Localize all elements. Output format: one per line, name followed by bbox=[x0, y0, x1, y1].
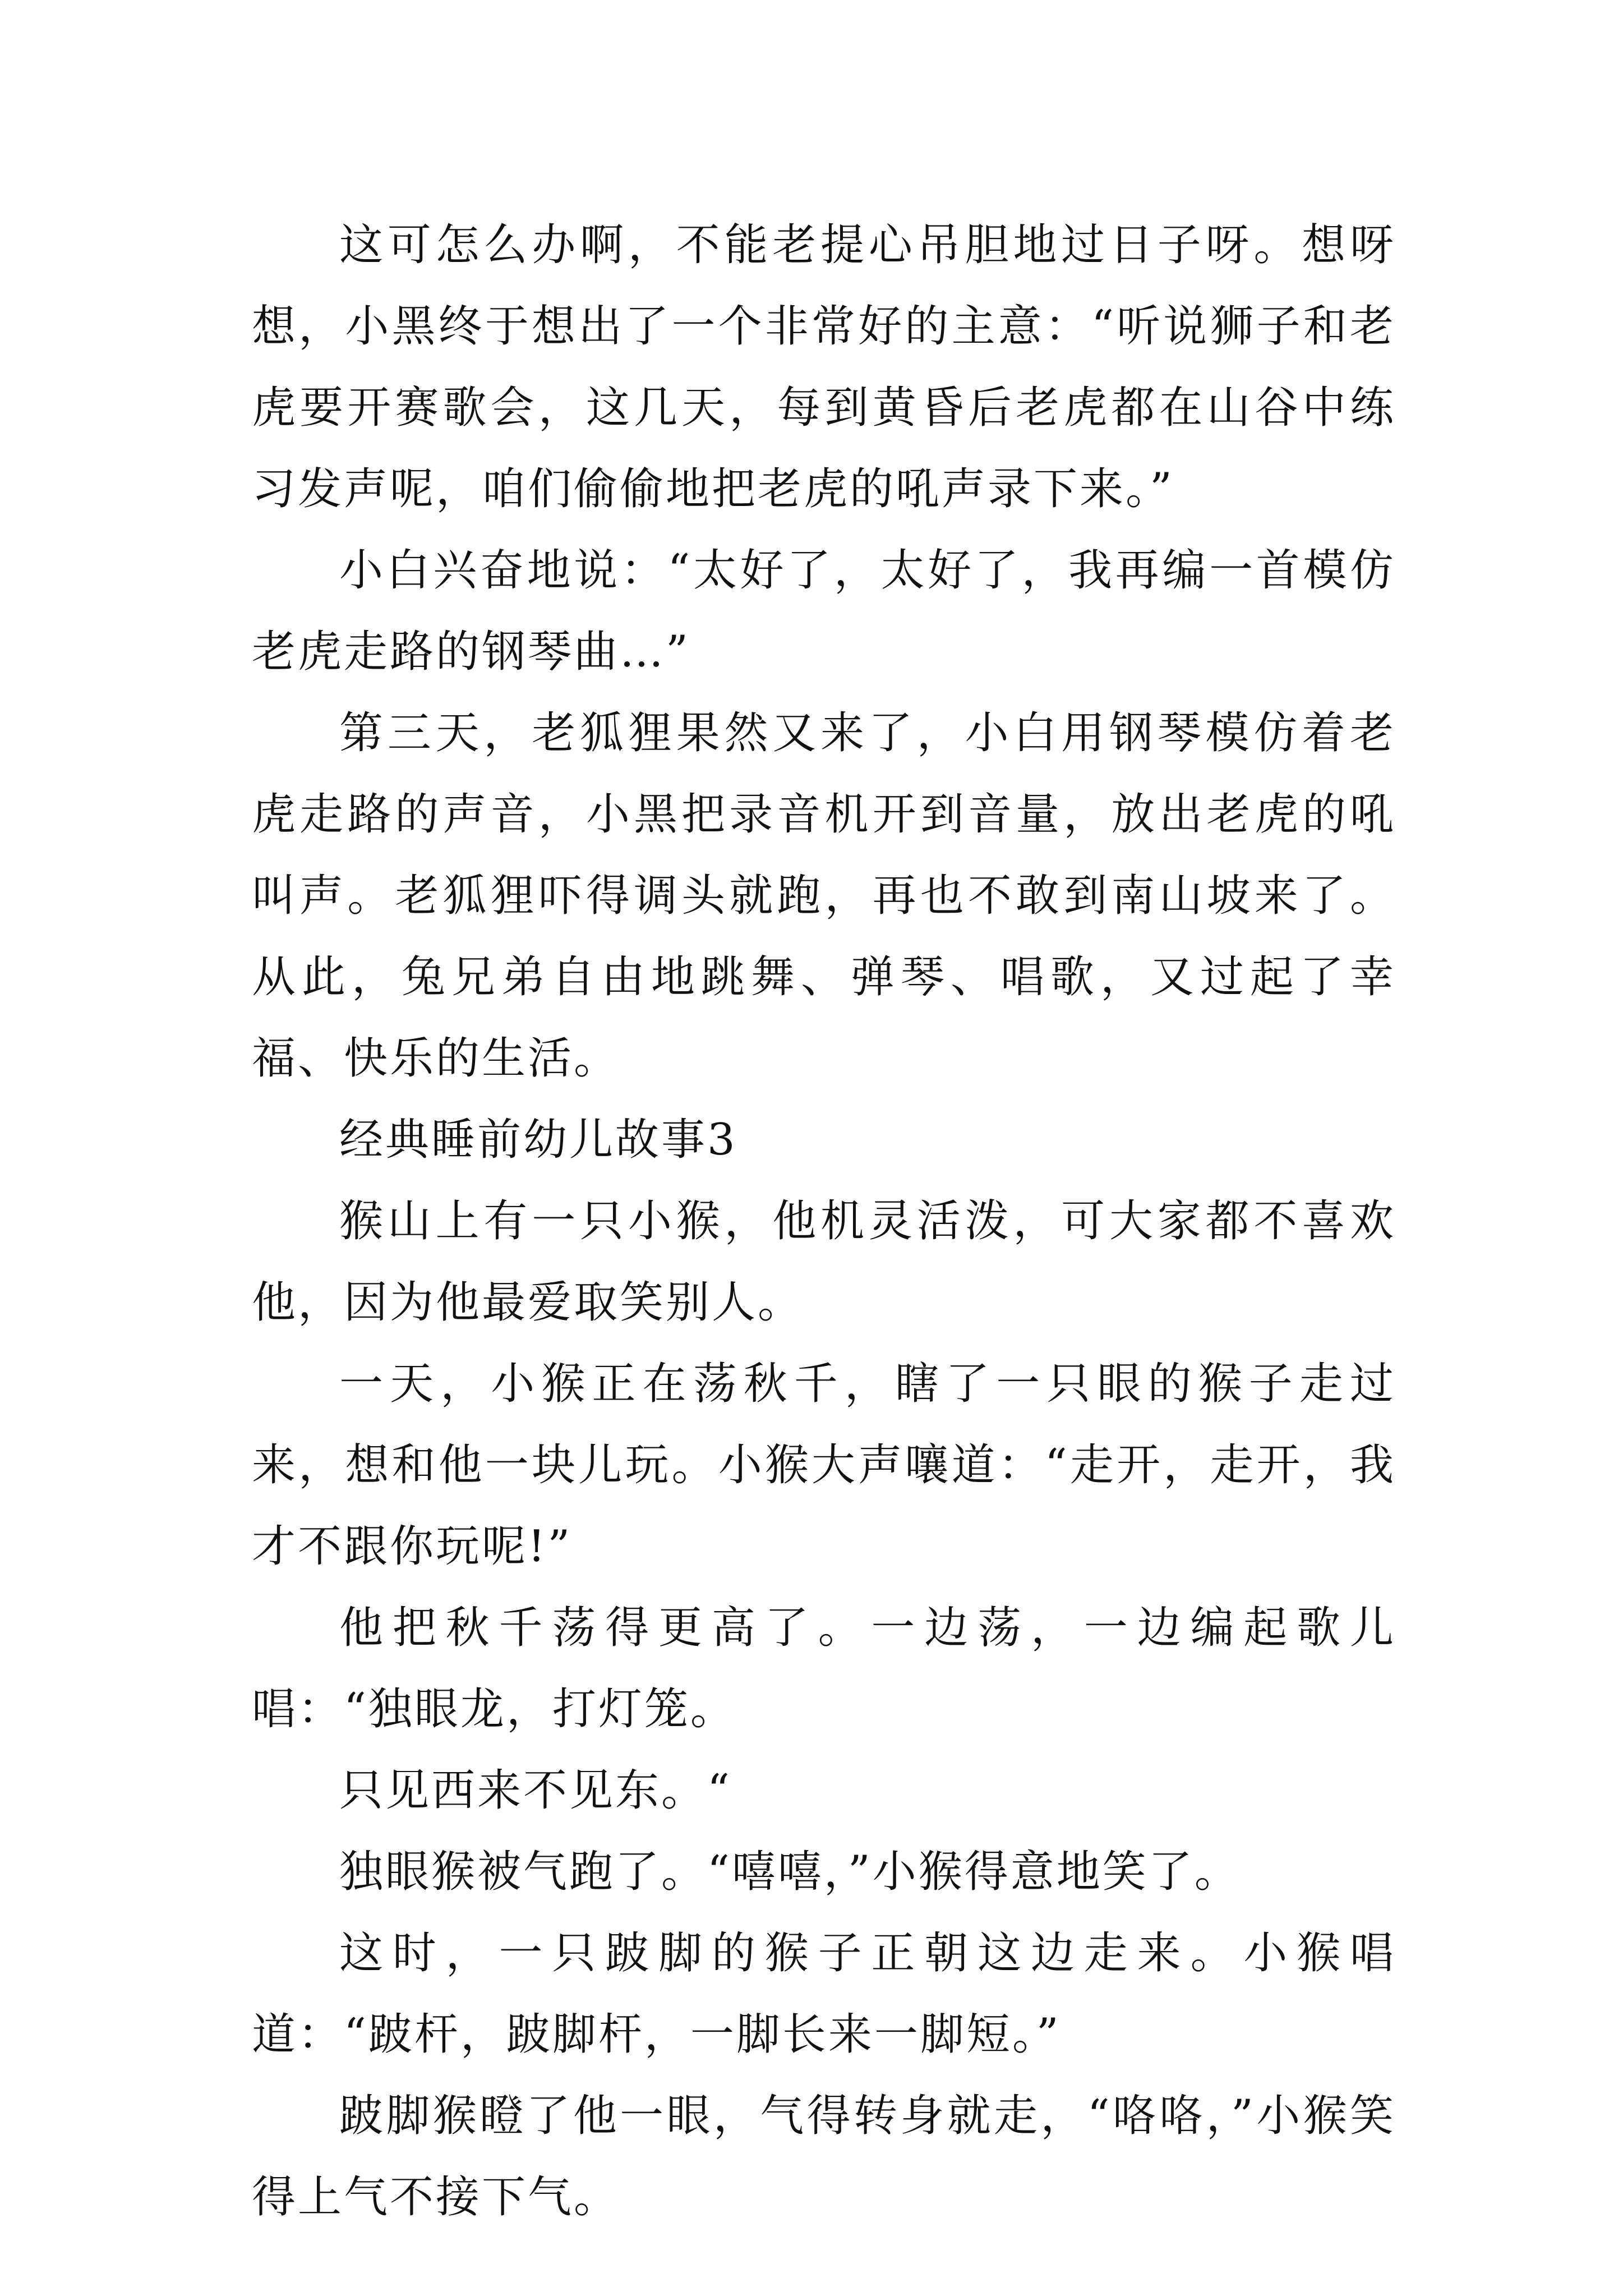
paragraph: 这时，一只跛脚的猴子正朝这边走来。小猴唱道：“跛杆，跛脚杆，一脚长来一脚短。” bbox=[252, 1928, 1396, 2060]
story-heading: 经典睡前幼儿故事3 bbox=[339, 1115, 737, 1165]
paragraph: 第三天，老狐狸果然又来了，小白用钢琴模仿着老虎走路的声音，小黑把录音机开到音量，放出老虎的吼叫声。老狐狸吓得调头就跑，再也不敢到南山坡来了。从此，兔兄弟自由地跳舞、弹琴、唱歌，又过起了幸福、快乐的生活。 bbox=[252, 708, 1396, 1084]
story-text bbox=[252, 205, 1396, 2238]
paragraph: 这可怎么办啊，不能老提心吊胆地过日子呀。想呀想，小黑终于想出了一个非常好的主意：“听说狮子和老虎要开赛歌会，这几天，每到黄昏后老虎都在山谷中练习发声呢，咱们偷偷地把老虎的吼声录下来。” bbox=[252, 220, 1396, 514]
paragraph: 他把秋千荡得更高了。一边荡，一边编起歌儿唱：“独眼龙，打灯笼。 bbox=[252, 1603, 1396, 1734]
paragraph: 一天，小猴正在荡秋千，瞎了一只眼的猴子走过来，想和他一块儿玩。小猴大声嚷道：“走开，走开，我才不跟你玩呢!” bbox=[252, 1359, 1396, 1572]
paragraph: 独眼猴被气跑了。“嘻嘻，”小猴得意地笑了。 bbox=[339, 1847, 1241, 1897]
paragraph: 跛脚猴瞪了他一眼，气得转身就走，“咯咯，”小猴笑得上气不接下气。 bbox=[252, 2091, 1396, 2223]
paragraph: 只见西来不见东。“ bbox=[339, 1765, 732, 1816]
paragraph: 小白兴奋地说：“太好了，太好了，我再编一首模仿老虎走路的钢琴曲…” bbox=[252, 545, 1396, 677]
paragraph: 猴山上有一只小猴，他机灵活泼，可大家都不喜欢他，因为他最爱取笑别人。 bbox=[252, 1196, 1396, 1328]
